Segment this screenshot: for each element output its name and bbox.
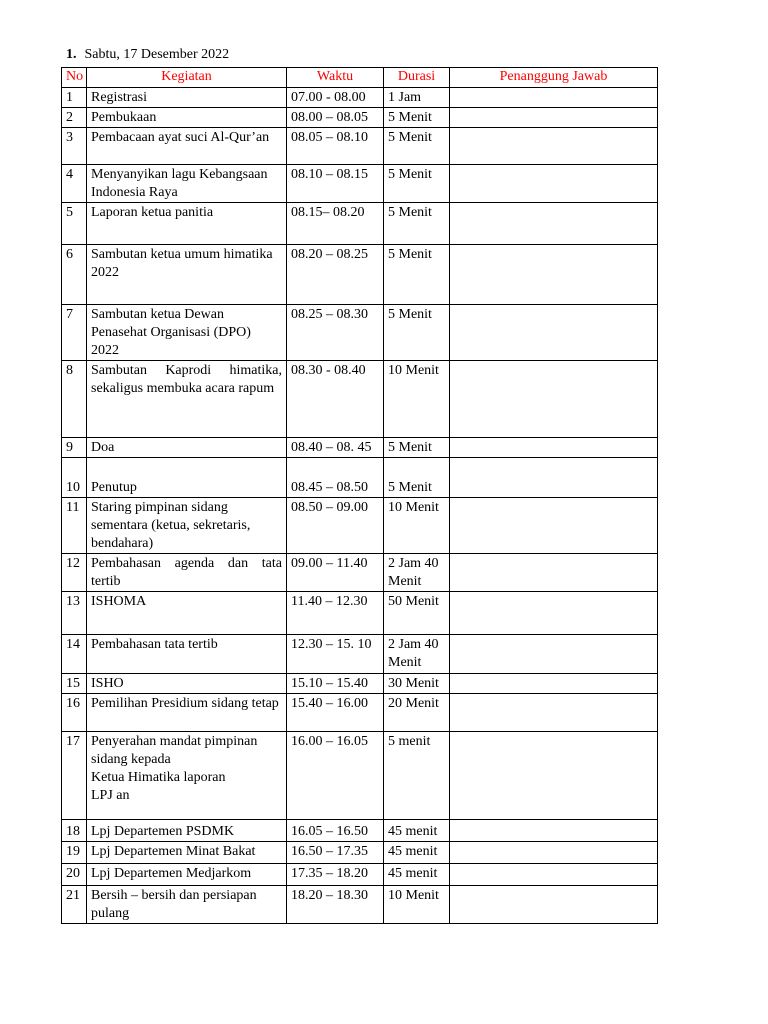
- table-row: [62, 674, 658, 694]
- cell-pj: [450, 458, 658, 498]
- table-row: [62, 458, 658, 498]
- cell-pj: [450, 820, 658, 842]
- cell-no: 13: [62, 592, 87, 635]
- cell-no: 7: [62, 305, 87, 361]
- cell-kegiatan: Lpj Departemen Medjarkom: [87, 864, 287, 886]
- cell-no: 6: [62, 245, 87, 305]
- cell-kegiatan: Menyanyikan lagu Kebangsaan Indonesia Raya: [87, 165, 287, 203]
- header-penanggung-jawab: Penanggung Jawab: [450, 68, 658, 88]
- cell-kegiatan: Pembahasan tata tertib: [87, 635, 287, 674]
- cell-pj: [450, 108, 658, 128]
- cell-waktu: 08.45 – 08.50: [287, 458, 384, 498]
- cell-waktu: 07.00 - 08.00: [287, 88, 384, 108]
- cell-no: 1: [62, 88, 87, 108]
- cell-no: 18: [62, 820, 87, 842]
- cell-durasi: 1 Jam: [384, 88, 450, 108]
- cell-pj: [450, 732, 658, 820]
- table-row: [62, 554, 658, 592]
- cell-pj: [450, 361, 658, 438]
- section-number: 1.: [66, 47, 77, 62]
- cell-durasi: 10 Menit: [384, 886, 450, 924]
- cell-no: 3: [62, 128, 87, 165]
- cell-no: 5: [62, 203, 87, 245]
- cell-no: 4: [62, 165, 87, 203]
- cell-no: 9: [62, 438, 87, 458]
- header-no: No: [62, 68, 87, 88]
- table-row: [62, 361, 658, 438]
- cell-kegiatan: Pemilihan Presidium sidang tetap: [87, 694, 287, 732]
- table-row: [62, 438, 658, 458]
- cell-waktu: 08.15– 08.20: [287, 203, 384, 245]
- cell-no: 10: [62, 458, 87, 498]
- cell-durasi: 5 Menit: [384, 245, 450, 305]
- cell-waktu: 11.40 – 12.30: [287, 592, 384, 635]
- cell-waktu: 16.50 – 17.35: [287, 842, 384, 864]
- cell-durasi: 30 Menit: [384, 674, 450, 694]
- cell-waktu: 08.10 – 08.15: [287, 165, 384, 203]
- table-row: [62, 305, 658, 361]
- cell-durasi: 45 menit: [384, 864, 450, 886]
- schedule-table: [61, 67, 658, 924]
- cell-pj: [450, 128, 658, 165]
- table-row: [62, 498, 658, 554]
- cell-kegiatan: Sambutan ketua Dewan Penasehat Organisasi (DPO) 2022: [87, 305, 287, 361]
- cell-pj: [450, 674, 658, 694]
- cell-pj: [450, 498, 658, 554]
- table-header-row: [62, 68, 658, 88]
- table-row: [62, 732, 658, 820]
- cell-durasi: 5 Menit: [384, 203, 450, 245]
- cell-pj: [450, 886, 658, 924]
- cell-pj: [450, 592, 658, 635]
- cell-no: 19: [62, 842, 87, 864]
- header-kegiatan: Kegiatan: [87, 68, 287, 88]
- cell-waktu: 08.40 – 08. 45: [287, 438, 384, 458]
- cell-durasi: 5 Menit: [384, 458, 450, 498]
- cell-durasi: 2 Jam 40 Menit: [384, 635, 450, 674]
- cell-pj: [450, 694, 658, 732]
- table-row: [62, 864, 658, 886]
- cell-no: 21: [62, 886, 87, 924]
- cell-pj: [450, 245, 658, 305]
- section-heading: [66, 46, 229, 64]
- cell-no: 15: [62, 674, 87, 694]
- cell-waktu: 08.00 – 08.05: [287, 108, 384, 128]
- cell-waktu: 09.00 – 11.40: [287, 554, 384, 592]
- cell-durasi: 45 menit: [384, 820, 450, 842]
- cell-waktu: 16.00 – 16.05: [287, 732, 384, 820]
- cell-waktu: 17.35 – 18.20: [287, 864, 384, 886]
- cell-durasi: 10 Menit: [384, 498, 450, 554]
- cell-pj: [450, 864, 658, 886]
- cell-pj: [450, 203, 658, 245]
- section-date: Sabtu, 17 Desember 2022: [84, 47, 230, 62]
- cell-no: 12: [62, 554, 87, 592]
- cell-kegiatan: ISHO: [87, 674, 287, 694]
- cell-kegiatan: Pembukaan: [87, 108, 287, 128]
- cell-no: 2: [62, 108, 87, 128]
- cell-kegiatan: Pembacaan ayat suci Al-Qur’an: [87, 128, 287, 165]
- cell-kegiatan: ISHOMA: [87, 592, 287, 635]
- table-row: [62, 592, 658, 635]
- table-row: [62, 88, 658, 108]
- cell-waktu: 18.20 – 18.30: [287, 886, 384, 924]
- cell-waktu: 08.05 – 08.10: [287, 128, 384, 165]
- table-row: [62, 108, 658, 128]
- cell-waktu: 08.25 – 08.30: [287, 305, 384, 361]
- table-row: [62, 842, 658, 864]
- cell-durasi: 5 Menit: [384, 438, 450, 458]
- cell-durasi: 50 Menit: [384, 592, 450, 635]
- cell-pj: [450, 554, 658, 592]
- cell-no: 8: [62, 361, 87, 438]
- table-row: [62, 694, 658, 732]
- cell-durasi: 45 menit: [384, 842, 450, 864]
- table-row: [62, 886, 658, 924]
- cell-kegiatan: Pembahasan agenda dan tata tertib: [87, 554, 287, 592]
- cell-kegiatan: Sambutan Kaprodi himatika, sekaligus membuka acara rapum: [87, 361, 287, 438]
- cell-pj: [450, 305, 658, 361]
- cell-kegiatan: Bersih – bersih dan persiapan pulang: [87, 886, 287, 924]
- cell-waktu: 08.30 - 08.40: [287, 361, 384, 438]
- table-row: [62, 165, 658, 203]
- table-row: [62, 245, 658, 305]
- cell-kegiatan: Lpj Departemen PSDMK: [87, 820, 287, 842]
- cell-no: 11: [62, 498, 87, 554]
- table-row: [62, 635, 658, 674]
- cell-durasi: 5 Menit: [384, 165, 450, 203]
- cell-kegiatan: Lpj Departemen Minat Bakat: [87, 842, 287, 864]
- cell-pj: [450, 438, 658, 458]
- cell-kegiatan: Doa: [87, 438, 287, 458]
- cell-waktu: 15.40 – 16.00: [287, 694, 384, 732]
- cell-waktu: 08.50 – 09.00: [287, 498, 384, 554]
- cell-waktu: 08.20 – 08.25: [287, 245, 384, 305]
- cell-waktu: 12.30 – 15. 10: [287, 635, 384, 674]
- cell-no: 14: [62, 635, 87, 674]
- cell-kegiatan: Staring pimpinan sidang sementara (ketua, sekretaris, bendahara): [87, 498, 287, 554]
- header-durasi: Durasi: [384, 68, 450, 88]
- cell-durasi: 2 Jam 40 Menit: [384, 554, 450, 592]
- cell-kegiatan: Penutup: [87, 458, 287, 498]
- header-waktu: Waktu: [287, 68, 384, 88]
- cell-pj: [450, 88, 658, 108]
- cell-pj: [450, 165, 658, 203]
- cell-durasi: 5 menit: [384, 732, 450, 820]
- cell-pj: [450, 635, 658, 674]
- cell-durasi: 5 Menit: [384, 305, 450, 361]
- cell-kegiatan: Laporan ketua panitia: [87, 203, 287, 245]
- table-row: [62, 128, 658, 165]
- cell-durasi: 5 Menit: [384, 108, 450, 128]
- cell-no: 16: [62, 694, 87, 732]
- table-row: [62, 820, 658, 842]
- cell-kegiatan: Registrasi: [87, 88, 287, 108]
- cell-durasi: 5 Menit: [384, 128, 450, 165]
- cell-waktu: 16.05 – 16.50: [287, 820, 384, 842]
- cell-pj: [450, 842, 658, 864]
- cell-kegiatan: Penyerahan mandat pimpinan sidang kepada Ketua Himatika laporan LPJ an: [87, 732, 287, 820]
- cell-durasi: 10 Menit: [384, 361, 450, 438]
- cell-no: 20: [62, 864, 87, 886]
- cell-durasi: 20 Menit: [384, 694, 450, 732]
- cell-waktu: 15.10 – 15.40: [287, 674, 384, 694]
- cell-kegiatan: Sambutan ketua umum himatika 2022: [87, 245, 287, 305]
- cell-no: 17: [62, 732, 87, 820]
- table-row: [62, 203, 658, 245]
